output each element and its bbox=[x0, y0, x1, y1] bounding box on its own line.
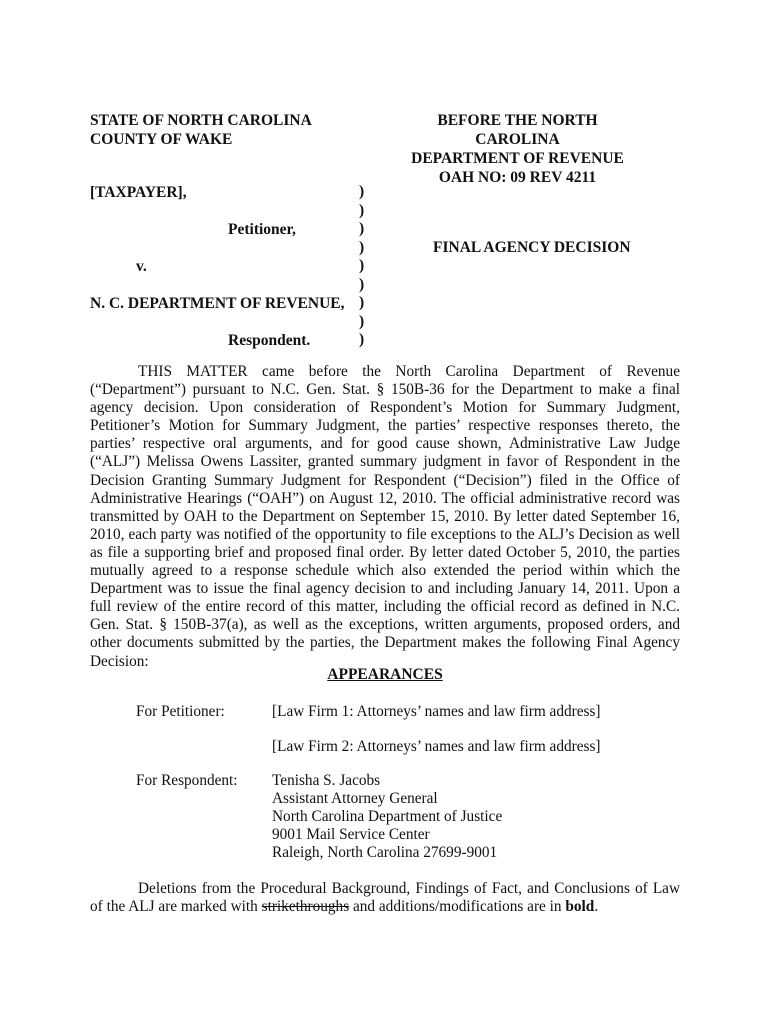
agency-line-2: DEPARTMENT OF REVENUE bbox=[411, 150, 624, 167]
respondent-role: Respondent. bbox=[228, 332, 311, 349]
note-text-start: Deletions from the Procedural Background, Findings of Fact, and Conclusions of Law of the ALJ are marked with bbox=[90, 880, 680, 916]
caption-paren: ) bbox=[359, 238, 365, 256]
caption-paren: ) bbox=[359, 201, 365, 219]
markup-note-paragraph bbox=[90, 880, 680, 916]
county-line: COUNTY OF WAKE bbox=[90, 131, 233, 148]
petitioner-firm-1-text: [Law Firm 1: Attorneys’ names and law firm address] bbox=[272, 703, 601, 720]
bold-example: bold bbox=[565, 898, 595, 916]
address-line: Raleigh, North Carolina 27699-9001 bbox=[272, 844, 498, 861]
agency-line-1: BEFORE THE NORTH CAROLINA bbox=[437, 112, 598, 148]
agency-block bbox=[400, 111, 635, 187]
procedural-paragraph: THIS MATTER came before the North Carolina Department of Revenue (“Department”) pursuant to N.C. Gen. Stat. § 150B-36 for the Department to make a final agency decision. Upon consideration of Respondent’s Motion for Summary Judgment, Petitioner’s Motion for Summary Judgment, the parties’ respective responses thereto, the parties’ respective oral arguments, and for good cause shown, Administrative Law Judge (“ALJ”) Melissa Owens Lassiter, granted summary judgment in favor of Respondent in the Decision Granting Summary Judgment for Respondent (“Decision”) filed in the Office of Administrative Hearings (“OAH”) on August 12, 2010. The official administrative record was transmitted by OAH to the Department on September 15, 2010. By letter dated September 16, 2010, each party was notified of the opportunity to file exceptions to the ALJ’s Decision as well as file a supporting brief and proposed final order. By letter dated October 5, 2010, the parties mutually agreed to a response schedule which also extended the period within which the Department was to issue the final agency decision to and including January 14, 2011. Upon a full review of the entire record of this matter, including the official record as defined in N.C. Gen. Stat. § 150B-37(a), as well as the exceptions, written arguments, proposed orders, and other documents submitted by the parties, the Department makes the following Final Agency Decision: bbox=[90, 363, 680, 670]
caption-paren: ) bbox=[359, 257, 365, 274]
petitioner-role: Petitioner, bbox=[228, 221, 296, 238]
respondent-counsel-label: For Respondent: bbox=[136, 772, 238, 789]
state-line: STATE OF NORTH CAROLINA bbox=[90, 112, 312, 129]
versus-label: v. bbox=[136, 258, 147, 275]
caption-paren: ) bbox=[359, 331, 365, 348]
petitioner-firm-1 bbox=[272, 703, 601, 721]
strikethrough-example: strikethroughs bbox=[261, 898, 350, 916]
address-line: Tenisha S. Jacobs bbox=[272, 772, 381, 789]
petitioner-firm-2-text: [Law Firm 2: Attorneys’ names and law firm address] bbox=[272, 738, 601, 755]
caption-paren: ) bbox=[359, 183, 365, 200]
petitioner-firm-2 bbox=[272, 738, 601, 756]
petitioner-counsel-label: For Petitioner: bbox=[136, 703, 225, 720]
caption-paren: ) bbox=[359, 294, 365, 311]
caption-paren: ) bbox=[359, 220, 365, 237]
note-text-end: . bbox=[594, 898, 599, 916]
respondent-name: N. C. DEPARTMENT OF REVENUE, bbox=[90, 295, 345, 312]
caption-paren: ) bbox=[359, 275, 365, 293]
court-venue-block bbox=[90, 111, 312, 149]
note-text-middle: and additions/modifications are in bbox=[349, 898, 566, 916]
decision-title: FINAL AGENCY DECISION bbox=[433, 239, 631, 256]
caption-parentheses bbox=[359, 183, 364, 350]
taxpayer-name: [TAXPAYER], bbox=[90, 184, 187, 201]
case-number: OAH NO: 09 REV 4211 bbox=[438, 169, 597, 186]
address-line: Assistant Attorney General bbox=[272, 790, 438, 807]
caption-paren: ) bbox=[359, 312, 365, 330]
address-line: 9001 Mail Service Center bbox=[272, 826, 430, 843]
address-line: North Carolina Department of Justice bbox=[272, 808, 503, 825]
appearances-heading: APPEARANCES bbox=[327, 666, 443, 683]
respondent-counsel-address bbox=[272, 772, 502, 862]
